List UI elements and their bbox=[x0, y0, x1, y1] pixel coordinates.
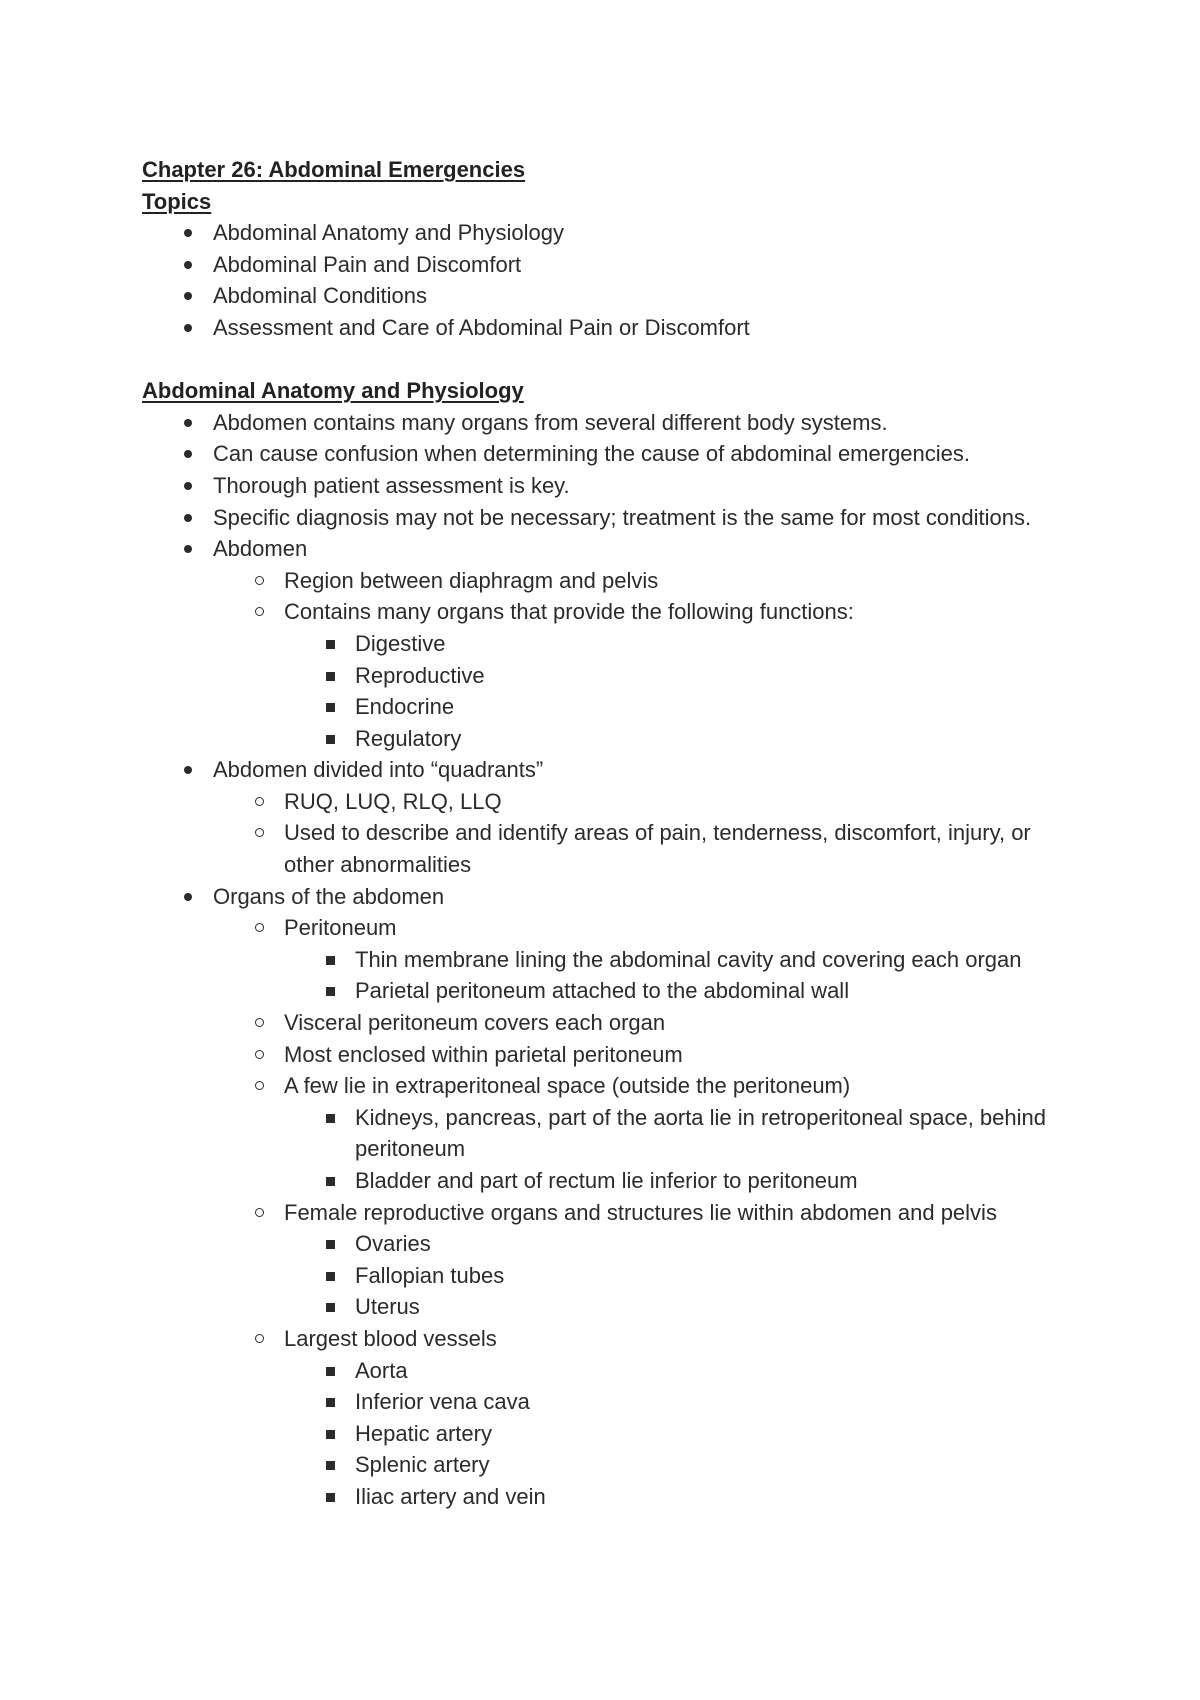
sub-list bbox=[213, 786, 1082, 881]
list-item bbox=[213, 565, 1082, 597]
sub-sub-bullet-text: Ovaries bbox=[355, 1231, 431, 1257]
sub-sub-bullet-text: Uterus bbox=[355, 1294, 420, 1320]
document-content bbox=[142, 154, 1082, 1513]
list-item bbox=[213, 1039, 1082, 1071]
bullet-text: Organs of the abdomen bbox=[213, 883, 445, 909]
list-item bbox=[284, 628, 1082, 660]
topic-text: Abdominal Conditions bbox=[213, 283, 428, 309]
bullet-text: Abdomen bbox=[213, 536, 308, 562]
list-item bbox=[284, 1386, 1082, 1418]
sub-bullet-text: A few lie in extraperitoneal space (outside the peritoneum) bbox=[284, 1073, 851, 1099]
sub-list bbox=[213, 565, 1082, 755]
list-item bbox=[142, 438, 1082, 470]
list-item bbox=[284, 1291, 1082, 1323]
list-item bbox=[284, 975, 1082, 1007]
list-item bbox=[213, 1323, 1082, 1513]
list-item bbox=[213, 1070, 1082, 1196]
bullet-text: Abdomen contains many organs from several different body systems. bbox=[213, 409, 888, 435]
sub-bullet-text: Peritoneum bbox=[284, 915, 397, 941]
bullet-text: Thorough patient assessment is key. bbox=[213, 472, 570, 498]
list-item bbox=[142, 217, 1082, 249]
sub-sub-bullet-text: Iliac artery and vein bbox=[355, 1483, 546, 1509]
sub-bullet-text: Largest blood vessels bbox=[284, 1325, 497, 1351]
topic-text: Abdominal Anatomy and Physiology bbox=[213, 220, 564, 246]
sub-sub-bullet-text: Aorta bbox=[355, 1357, 408, 1383]
sub-bullet-text: Region between diaphragm and pelvis bbox=[284, 567, 659, 593]
list-item bbox=[142, 280, 1082, 312]
list-item bbox=[284, 1260, 1082, 1292]
list-item bbox=[284, 723, 1082, 755]
list-item bbox=[142, 312, 1082, 344]
sub-sub-list bbox=[284, 1102, 1082, 1197]
sub-sub-list bbox=[284, 1355, 1082, 1513]
bullet-text: Specific diagnosis may not be necessary; treatment is the same for most conditions. bbox=[213, 504, 1032, 530]
sub-bullet-text: Visceral peritoneum covers each organ bbox=[284, 1010, 666, 1036]
sub-bullet-text: Female reproductive organs and structures lie within abdomen and pelvis bbox=[284, 1199, 997, 1225]
sub-bullet-text: Contains many organs that provide the following functions: bbox=[284, 599, 854, 625]
section-list bbox=[142, 407, 1082, 1513]
sub-sub-bullet-text: Regulatory bbox=[355, 725, 462, 751]
sub-sub-bullet-text: Kidneys, pancreas, part of the aorta lie in retroperitoneal space, behind peritoneum bbox=[355, 1104, 1046, 1162]
list-item bbox=[142, 407, 1082, 439]
chapter-title: Chapter 26: Abdominal Emergencies bbox=[142, 157, 526, 182]
sub-sub-bullet-text: Hepatic artery bbox=[355, 1420, 492, 1446]
list-item bbox=[142, 249, 1082, 281]
sub-sub-bullet-text: Bladder and part of rectum lie inferior to peritoneum bbox=[355, 1168, 858, 1193]
topics-list bbox=[142, 217, 1082, 343]
sub-sub-bullet-text: Thin membrane lining the abdominal cavity and covering each organ bbox=[355, 946, 1022, 972]
list-item bbox=[213, 596, 1082, 754]
list-item bbox=[142, 470, 1082, 502]
sub-sub-bullet-text: Splenic artery bbox=[355, 1452, 490, 1478]
sub-sub-list bbox=[284, 628, 1082, 754]
topics-heading: Topics bbox=[142, 188, 212, 214]
list-item bbox=[142, 754, 1082, 880]
sub-sub-list bbox=[284, 944, 1082, 1007]
sub-sub-list bbox=[284, 1228, 1082, 1323]
list-item bbox=[284, 1165, 1082, 1197]
list-item bbox=[213, 1007, 1082, 1039]
sub-sub-bullet-text: Endocrine bbox=[355, 694, 455, 720]
list-item bbox=[284, 1481, 1082, 1513]
list-item bbox=[213, 1197, 1082, 1323]
list-item bbox=[142, 533, 1082, 754]
topic-text: Assessment and Care of Abdominal Pain or Discomfort bbox=[213, 314, 750, 340]
sub-bullet-text: Used to describe and identify areas of pain, tenderness, discomfort, injury, or other abnormalities bbox=[284, 820, 1031, 878]
list-item bbox=[213, 786, 1082, 818]
list-item bbox=[284, 1418, 1082, 1450]
bullet-text: Can cause confusion when determining the cause of abdominal emergencies. bbox=[213, 441, 971, 467]
sub-sub-bullet-text: Reproductive bbox=[355, 662, 485, 688]
section-heading: Abdominal Anatomy and Physiology bbox=[142, 378, 524, 404]
sub-list bbox=[213, 912, 1082, 1512]
list-item bbox=[284, 1449, 1082, 1481]
list-item bbox=[142, 502, 1082, 534]
topic-text: Abdominal Pain and Discomfort bbox=[213, 251, 522, 277]
list-item bbox=[284, 1102, 1082, 1165]
sub-sub-bullet-text: Digestive bbox=[355, 630, 446, 656]
sub-sub-bullet-text: Inferior vena cava bbox=[355, 1389, 530, 1415]
sub-sub-bullet-text: Fallopian tubes bbox=[355, 1262, 505, 1288]
spacer bbox=[142, 344, 1082, 376]
list-item bbox=[284, 660, 1082, 692]
sub-bullet-text: RUQ, LUQ, RLQ, LLQ bbox=[284, 788, 502, 814]
list-item bbox=[213, 912, 1082, 1007]
sub-bullet-text: Most enclosed within parietal peritoneum bbox=[284, 1041, 683, 1067]
bullet-text: Abdomen divided into “quadrants” bbox=[213, 757, 544, 783]
list-item bbox=[284, 1355, 1082, 1387]
sub-sub-bullet-text: Parietal peritoneum attached to the abdominal wall bbox=[355, 978, 850, 1004]
list-item bbox=[213, 817, 1082, 880]
list-item bbox=[284, 1228, 1082, 1260]
list-item bbox=[284, 691, 1082, 723]
list-item bbox=[284, 944, 1082, 976]
list-item bbox=[142, 881, 1082, 1513]
